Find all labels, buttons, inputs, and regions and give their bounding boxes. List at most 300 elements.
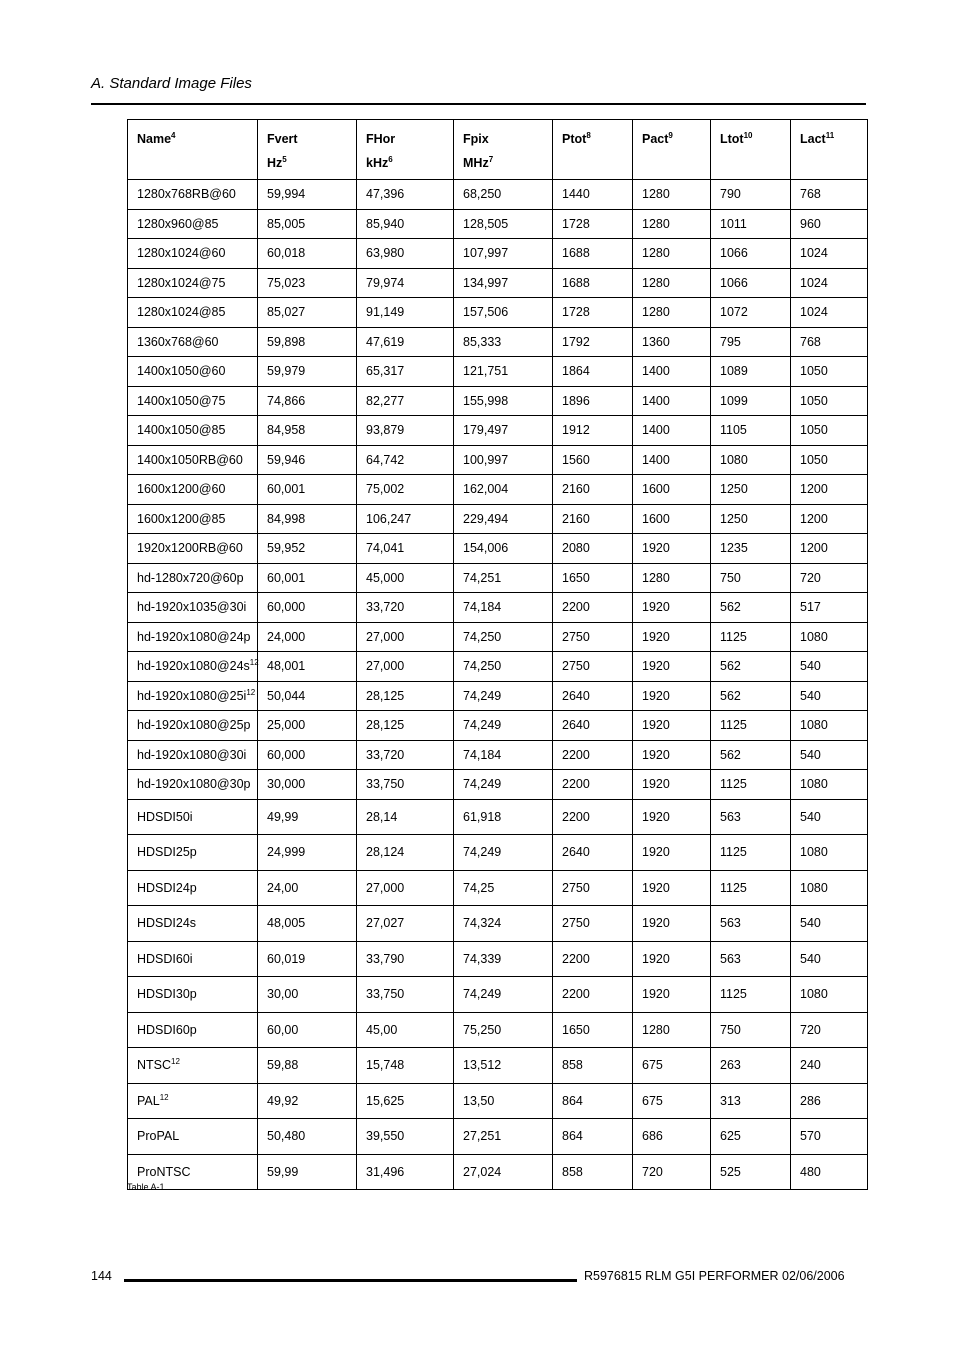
cell-value: 74,249 bbox=[454, 770, 553, 800]
section-title: A. Standard Image Files bbox=[91, 75, 252, 92]
cell-value: 59,994 bbox=[258, 180, 357, 210]
cell-name: ProNTSC bbox=[128, 1154, 258, 1190]
cell-value: 720 bbox=[791, 1012, 868, 1048]
cell-value: 49,92 bbox=[258, 1083, 357, 1119]
cell-value: 33,750 bbox=[357, 977, 454, 1013]
cell-value: 60,00 bbox=[258, 1012, 357, 1048]
cell-value: 790 bbox=[711, 180, 791, 210]
cell-name: $hd-1920x1080@24s^{12}$ bbox=[128, 652, 258, 682]
footnote-ref: 6 bbox=[388, 154, 393, 164]
cell-value: 1600 bbox=[633, 504, 711, 534]
cell-value: 1600 bbox=[633, 475, 711, 505]
cell-value: 75,002 bbox=[357, 475, 454, 505]
cell-value: 85,333 bbox=[454, 327, 553, 357]
cell-value: 1650 bbox=[553, 1012, 633, 1048]
cell-value: 1920 bbox=[633, 622, 711, 652]
table-row bbox=[128, 475, 868, 505]
table-row bbox=[128, 711, 868, 741]
cell-value: 1125 bbox=[711, 770, 791, 800]
cell-value: 1024 bbox=[791, 298, 868, 328]
cell-value: 28,14 bbox=[357, 799, 454, 835]
table-row bbox=[128, 327, 868, 357]
cell-value: 1080 bbox=[791, 977, 868, 1013]
cell-value: 563 bbox=[711, 799, 791, 835]
cell-value: 2200 bbox=[553, 977, 633, 1013]
cell-value: 134,997 bbox=[454, 268, 553, 298]
column-header bbox=[711, 120, 791, 180]
cell-value: 74,250 bbox=[454, 622, 553, 652]
cell-value: 2640 bbox=[553, 711, 633, 741]
table-row bbox=[128, 977, 868, 1013]
cell-value: 795 bbox=[711, 327, 791, 357]
cell-value: 1125 bbox=[711, 835, 791, 871]
cell-value: 2160 bbox=[553, 475, 633, 505]
column-header bbox=[357, 120, 454, 180]
cell-value: 1250 bbox=[711, 504, 791, 534]
footnote-ref: 5 bbox=[282, 154, 287, 164]
cell-value: 1920 bbox=[633, 870, 711, 906]
cell-value: 1066 bbox=[711, 268, 791, 298]
table-caption: Table A-1 bbox=[127, 1182, 165, 1192]
table-row bbox=[128, 209, 868, 239]
cell-name: PAL$^{12}$ bbox=[128, 1083, 258, 1119]
cell-name: $hd-1920x1080@25i^{12}$ bbox=[128, 681, 258, 711]
cell-value: 1400 bbox=[633, 416, 711, 446]
cell-value: 1125 bbox=[711, 622, 791, 652]
cell-value: 1125 bbox=[711, 870, 791, 906]
cell-value: 74,041 bbox=[357, 534, 454, 564]
cell-value: 1200 bbox=[791, 475, 868, 505]
cell-name: hd-1280x720@60p bbox=[128, 563, 258, 593]
cell-value: 263 bbox=[711, 1048, 791, 1084]
cell-value: 128,505 bbox=[454, 209, 553, 239]
table-row bbox=[128, 835, 868, 871]
cell-value: 562 bbox=[711, 652, 791, 682]
cell-value: 60,018 bbox=[258, 239, 357, 269]
cell-value: 1280 bbox=[633, 1012, 711, 1048]
cell-value: 93,879 bbox=[357, 416, 454, 446]
column-header-label: Lact$^{11}$ bbox=[800, 130, 835, 146]
cell-value: 31,496 bbox=[357, 1154, 454, 1190]
cell-value: 858 bbox=[553, 1154, 633, 1190]
column-header bbox=[791, 120, 868, 180]
table-row bbox=[128, 799, 868, 835]
cell-name: 1600x1200@85 bbox=[128, 504, 258, 534]
table-row bbox=[128, 1048, 868, 1084]
column-header-label: Ptot$^8$ bbox=[562, 130, 591, 146]
cell-value: 1066 bbox=[711, 239, 791, 269]
footnote-ref: 11 bbox=[825, 130, 835, 140]
cell-value: 1125 bbox=[711, 711, 791, 741]
cell-name: 1600x1200@60 bbox=[128, 475, 258, 505]
table-row bbox=[128, 268, 868, 298]
cell-value: 1440 bbox=[553, 180, 633, 210]
table-row bbox=[128, 770, 868, 800]
footnote-ref: 8 bbox=[586, 130, 591, 140]
cell-value: 2750 bbox=[553, 906, 633, 942]
cell-value: 2080 bbox=[553, 534, 633, 564]
cell-value: 61,918 bbox=[454, 799, 553, 835]
cell-value: 1050 bbox=[791, 357, 868, 387]
cell-value: 1050 bbox=[791, 386, 868, 416]
table-row bbox=[128, 386, 868, 416]
column-header-label: Fvert bbox=[267, 132, 298, 146]
cell-value: 768 bbox=[791, 180, 868, 210]
column-unit-label: MHz$^7$ bbox=[463, 154, 494, 170]
cell-name: 1400x1050RB@60 bbox=[128, 445, 258, 475]
cell-name: 1280x960@85 bbox=[128, 209, 258, 239]
cell-value: 59,898 bbox=[258, 327, 357, 357]
table-body bbox=[128, 180, 868, 1190]
table-row bbox=[128, 652, 868, 682]
cell-value: 1024 bbox=[791, 239, 868, 269]
cell-value: 720 bbox=[633, 1154, 711, 1190]
cell-value: 675 bbox=[633, 1048, 711, 1084]
cell-name: HDSDI24s bbox=[128, 906, 258, 942]
cell-name: 1920x1200RB@60 bbox=[128, 534, 258, 564]
cell-value: 240 bbox=[791, 1048, 868, 1084]
cell-value: 24,999 bbox=[258, 835, 357, 871]
cell-value: 155,998 bbox=[454, 386, 553, 416]
cell-value: 864 bbox=[553, 1083, 633, 1119]
cell-value: 47,619 bbox=[357, 327, 454, 357]
cell-value: 1728 bbox=[553, 209, 633, 239]
cell-value: 27,024 bbox=[454, 1154, 553, 1190]
cell-value: 1360 bbox=[633, 327, 711, 357]
table-row bbox=[128, 941, 868, 977]
cell-value: 1688 bbox=[553, 239, 633, 269]
cell-value: 1280 bbox=[633, 268, 711, 298]
cell-value: 74,324 bbox=[454, 906, 553, 942]
cell-value: 1920 bbox=[633, 977, 711, 1013]
cell-value: 1072 bbox=[711, 298, 791, 328]
cell-value: 28,125 bbox=[357, 681, 454, 711]
cell-value: 540 bbox=[791, 652, 868, 682]
cell-name: 1280x768RB@60 bbox=[128, 180, 258, 210]
cell-value: 84,958 bbox=[258, 416, 357, 446]
cell-name: 1280x1024@75 bbox=[128, 268, 258, 298]
cell-value: 85,027 bbox=[258, 298, 357, 328]
cell-value: 45,00 bbox=[357, 1012, 454, 1048]
cell-value: 33,720 bbox=[357, 593, 454, 623]
cell-value: 50,044 bbox=[258, 681, 357, 711]
cell-value: 1050 bbox=[791, 445, 868, 475]
cell-value: 1920 bbox=[633, 770, 711, 800]
cell-value: 540 bbox=[791, 799, 868, 835]
footnote-ref: 10 bbox=[743, 130, 753, 140]
cell-value: 85,005 bbox=[258, 209, 357, 239]
cell-value: 27,000 bbox=[357, 870, 454, 906]
cell-value: 562 bbox=[711, 681, 791, 711]
cell-value: 1080 bbox=[791, 870, 868, 906]
cell-value: 1080 bbox=[791, 711, 868, 741]
cell-value: 1280 bbox=[633, 563, 711, 593]
cell-value: 59,99 bbox=[258, 1154, 357, 1190]
cell-value: 79,974 bbox=[357, 268, 454, 298]
cell-value: 1920 bbox=[633, 711, 711, 741]
cell-value: 2200 bbox=[553, 593, 633, 623]
cell-value: 33,750 bbox=[357, 770, 454, 800]
cell-value: 1400 bbox=[633, 357, 711, 387]
header-rule bbox=[91, 103, 866, 105]
cell-value: 1920 bbox=[633, 835, 711, 871]
cell-value: 1105 bbox=[711, 416, 791, 446]
cell-value: 74,249 bbox=[454, 681, 553, 711]
cell-value: 686 bbox=[633, 1119, 711, 1155]
cell-name: 1400x1050@85 bbox=[128, 416, 258, 446]
cell-value: 768 bbox=[791, 327, 868, 357]
cell-name: 1280x1024@60 bbox=[128, 239, 258, 269]
cell-name: HDSDI24p bbox=[128, 870, 258, 906]
cell-value: 27,000 bbox=[357, 652, 454, 682]
cell-value: 229,494 bbox=[454, 504, 553, 534]
cell-value: 2200 bbox=[553, 941, 633, 977]
cell-value: 100,997 bbox=[454, 445, 553, 475]
cell-value: 1200 bbox=[791, 504, 868, 534]
cell-value: 1400 bbox=[633, 386, 711, 416]
cell-value: 28,124 bbox=[357, 835, 454, 871]
table-row bbox=[128, 298, 868, 328]
cell-name: 1400x1050@75 bbox=[128, 386, 258, 416]
table-row bbox=[128, 1012, 868, 1048]
cell-value: 960 bbox=[791, 209, 868, 239]
cell-value: 2200 bbox=[553, 770, 633, 800]
cell-value: 157,506 bbox=[454, 298, 553, 328]
cell-value: 2640 bbox=[553, 835, 633, 871]
cell-value: 15,625 bbox=[357, 1083, 454, 1119]
cell-value: 13,50 bbox=[454, 1083, 553, 1119]
cell-value: 2750 bbox=[553, 870, 633, 906]
cell-value: 540 bbox=[791, 941, 868, 977]
cell-value: 63,980 bbox=[357, 239, 454, 269]
cell-value: 60,019 bbox=[258, 941, 357, 977]
cell-value: 50,480 bbox=[258, 1119, 357, 1155]
table-row bbox=[128, 1083, 868, 1119]
footnote-ref: 12 bbox=[159, 1092, 169, 1102]
cell-value: 570 bbox=[791, 1119, 868, 1155]
cell-value: 154,006 bbox=[454, 534, 553, 564]
cell-value: 1280 bbox=[633, 209, 711, 239]
cell-value: 1080 bbox=[791, 622, 868, 652]
cell-value: 1650 bbox=[553, 563, 633, 593]
cell-value: 563 bbox=[711, 906, 791, 942]
cell-value: 24,000 bbox=[258, 622, 357, 652]
cell-name: hd-1920x1035@30i bbox=[128, 593, 258, 623]
column-header bbox=[553, 120, 633, 180]
cell-value: 540 bbox=[791, 681, 868, 711]
cell-value: 562 bbox=[711, 593, 791, 623]
cell-value: 82,277 bbox=[357, 386, 454, 416]
cell-value: 65,317 bbox=[357, 357, 454, 387]
table-row bbox=[128, 563, 868, 593]
cell-value: 2640 bbox=[553, 681, 633, 711]
cell-value: 286 bbox=[791, 1083, 868, 1119]
image-files-table bbox=[127, 119, 868, 1190]
column-header-label: Fpix bbox=[463, 132, 489, 146]
cell-value: 84,998 bbox=[258, 504, 357, 534]
cell-value: 1125 bbox=[711, 977, 791, 1013]
cell-value: 162,004 bbox=[454, 475, 553, 505]
cell-value: 45,000 bbox=[357, 563, 454, 593]
cell-value: 1280 bbox=[633, 239, 711, 269]
cell-name: hd-1920x1080@24p bbox=[128, 622, 258, 652]
table-row bbox=[128, 740, 868, 770]
footnote-ref: 4 bbox=[171, 130, 176, 140]
cell-value: 48,001 bbox=[258, 652, 357, 682]
cell-value: 74,249 bbox=[454, 711, 553, 741]
cell-value: 28,125 bbox=[357, 711, 454, 741]
column-unit-label: kHz$^6$ bbox=[366, 154, 393, 170]
cell-value: 517 bbox=[791, 593, 868, 623]
cell-value: 33,720 bbox=[357, 740, 454, 770]
cell-value: 60,000 bbox=[258, 593, 357, 623]
table-row bbox=[128, 180, 868, 210]
cell-value: 68,250 bbox=[454, 180, 553, 210]
cell-value: 1080 bbox=[711, 445, 791, 475]
cell-value: 13,512 bbox=[454, 1048, 553, 1084]
table-row bbox=[128, 504, 868, 534]
cell-value: 1080 bbox=[791, 835, 868, 871]
column-header bbox=[128, 120, 258, 180]
cell-value: 1200 bbox=[791, 534, 868, 564]
cell-value: 179,497 bbox=[454, 416, 553, 446]
cell-value: 74,25 bbox=[454, 870, 553, 906]
cell-name: HDSDI30p bbox=[128, 977, 258, 1013]
cell-value: 30,00 bbox=[258, 977, 357, 1013]
cell-value: 59,946 bbox=[258, 445, 357, 475]
table-row bbox=[128, 906, 868, 942]
cell-value: 563 bbox=[711, 941, 791, 977]
cell-value: 864 bbox=[553, 1119, 633, 1155]
cell-value: 1920 bbox=[633, 799, 711, 835]
cell-value: 525 bbox=[711, 1154, 791, 1190]
column-header-label: Pact$^9$ bbox=[642, 130, 673, 146]
cell-value: 1920 bbox=[633, 534, 711, 564]
cell-value: 750 bbox=[711, 563, 791, 593]
cell-value: 74,184 bbox=[454, 593, 553, 623]
table-row bbox=[128, 357, 868, 387]
cell-value: 24,00 bbox=[258, 870, 357, 906]
table-row bbox=[128, 416, 868, 446]
cell-value: 1896 bbox=[553, 386, 633, 416]
cell-value: 1250 bbox=[711, 475, 791, 505]
cell-value: 480 bbox=[791, 1154, 868, 1190]
cell-value: 1400 bbox=[633, 445, 711, 475]
cell-value: 106,247 bbox=[357, 504, 454, 534]
cell-value: 1920 bbox=[633, 681, 711, 711]
table-row bbox=[128, 593, 868, 623]
cell-value: 1089 bbox=[711, 357, 791, 387]
cell-value: 39,550 bbox=[357, 1119, 454, 1155]
cell-value: 74,249 bbox=[454, 835, 553, 871]
cell-value: 107,997 bbox=[454, 239, 553, 269]
cell-value: 59,979 bbox=[258, 357, 357, 387]
cell-value: 75,250 bbox=[454, 1012, 553, 1048]
cell-name: NTSC$^{12}$ bbox=[128, 1048, 258, 1084]
cell-name: hd-1920x1080@30p bbox=[128, 770, 258, 800]
cell-name: 1400x1050@60 bbox=[128, 357, 258, 387]
column-unit-label: Hz$^5$ bbox=[267, 154, 287, 170]
cell-value: 48,005 bbox=[258, 906, 357, 942]
cell-value: 74,184 bbox=[454, 740, 553, 770]
table-row bbox=[128, 681, 868, 711]
cell-value: 858 bbox=[553, 1048, 633, 1084]
cell-value: 720 bbox=[791, 563, 868, 593]
cell-name: hd-1920x1080@30i bbox=[128, 740, 258, 770]
cell-name: hd-1920x1080@25p bbox=[128, 711, 258, 741]
footer-rule bbox=[124, 1279, 577, 1282]
cell-name: HDSDI60i bbox=[128, 941, 258, 977]
cell-value: 60,000 bbox=[258, 740, 357, 770]
cell-value: 1864 bbox=[553, 357, 633, 387]
cell-value: 1050 bbox=[791, 416, 868, 446]
table-row bbox=[128, 445, 868, 475]
column-header bbox=[454, 120, 553, 180]
table-row bbox=[128, 622, 868, 652]
cell-value: 33,790 bbox=[357, 941, 454, 977]
cell-value: 30,000 bbox=[258, 770, 357, 800]
cell-value: 1920 bbox=[633, 941, 711, 977]
cell-value: 1235 bbox=[711, 534, 791, 564]
cell-value: 1280 bbox=[633, 298, 711, 328]
cell-value: 74,339 bbox=[454, 941, 553, 977]
cell-value: 74,249 bbox=[454, 977, 553, 1013]
table-row bbox=[128, 239, 868, 269]
cell-value: 540 bbox=[791, 740, 868, 770]
table-row bbox=[128, 1154, 868, 1190]
cell-name: 1280x1024@85 bbox=[128, 298, 258, 328]
cell-value: 91,149 bbox=[357, 298, 454, 328]
footnote-ref: 9 bbox=[668, 130, 673, 140]
column-header bbox=[633, 120, 711, 180]
cell-value: 1920 bbox=[633, 906, 711, 942]
page-number: 144 bbox=[91, 1269, 112, 1283]
table-row bbox=[128, 1119, 868, 1155]
document-reference: R5976815 RLM G5I PERFORMER 02/06/2006 bbox=[584, 1269, 845, 1283]
cell-value: 1920 bbox=[633, 593, 711, 623]
cell-value: 2200 bbox=[553, 740, 633, 770]
cell-value: 1011 bbox=[711, 209, 791, 239]
cell-value: 1688 bbox=[553, 268, 633, 298]
cell-value: 1912 bbox=[553, 416, 633, 446]
cell-value: 1792 bbox=[553, 327, 633, 357]
cell-value: 27,027 bbox=[357, 906, 454, 942]
cell-value: 625 bbox=[711, 1119, 791, 1155]
cell-value: 60,001 bbox=[258, 475, 357, 505]
cell-value: 1560 bbox=[553, 445, 633, 475]
cell-value: 1024 bbox=[791, 268, 868, 298]
cell-value: 540 bbox=[791, 906, 868, 942]
column-header-label: Name$^4$ bbox=[137, 130, 176, 146]
cell-value: 2160 bbox=[553, 504, 633, 534]
cell-value: 2200 bbox=[553, 799, 633, 835]
cell-value: 75,023 bbox=[258, 268, 357, 298]
footnote-ref: 12 bbox=[249, 658, 259, 668]
cell-value: 59,88 bbox=[258, 1048, 357, 1084]
cell-value: 750 bbox=[711, 1012, 791, 1048]
column-header-label: Ltot$^{10}$ bbox=[720, 130, 753, 146]
cell-value: 1280 bbox=[633, 180, 711, 210]
cell-name: HDSDI50i bbox=[128, 799, 258, 835]
cell-value: 121,751 bbox=[454, 357, 553, 387]
table-row bbox=[128, 870, 868, 906]
cell-name: HDSDI25p bbox=[128, 835, 258, 871]
cell-name: 1360x768@60 bbox=[128, 327, 258, 357]
column-header-label: FHor bbox=[366, 132, 396, 146]
footnote-ref: 12 bbox=[246, 687, 256, 697]
cell-name: HDSDI60p bbox=[128, 1012, 258, 1048]
cell-value: 47,396 bbox=[357, 180, 454, 210]
